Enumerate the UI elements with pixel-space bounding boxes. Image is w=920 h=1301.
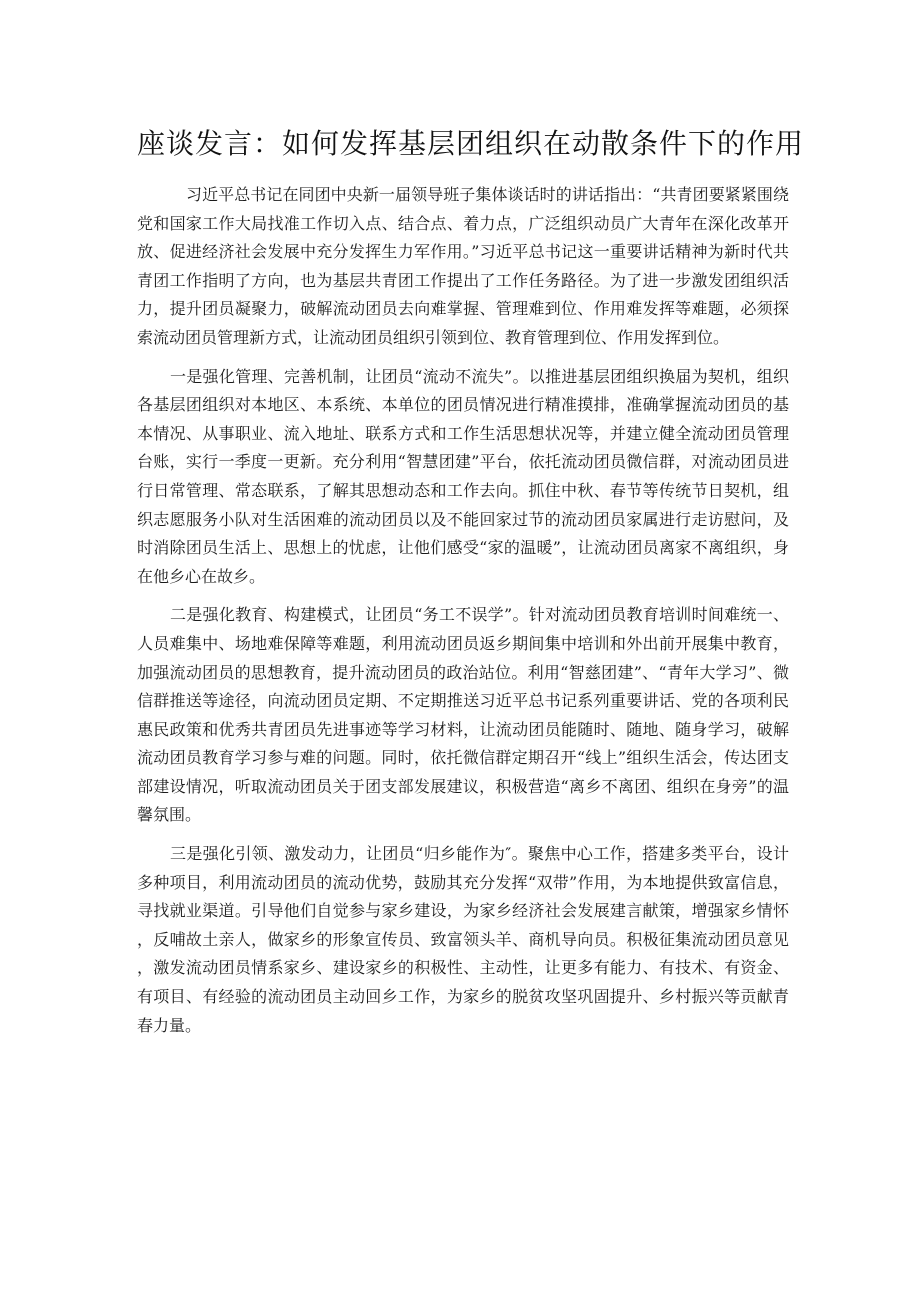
paragraph-point-three: 三是强化引领、激发动力，让团员“归乡能作为″。聚焦中心工作，搭建多类平台，设计多种项目，利用流动团员的流动优势，鼓励其充分发挥“双带”作用，为本地提供致富信息，寻找就业渠道。引导他们自觉参与家乡建设，为家乡经济社会发展建言献策，增强家乡情怀，反哺故土亲人，做家乡的形象宣传员、致富领头羊、商机导向员。积极征集流动团员意见，激发流动团员情系家乡、建设家乡的积极性、主动性，让更多有能力、有技术、有资金、有项目、有经验的流动团员主动回乡工作，为家乡的脱贫攻坚巩固提升、乡村振兴等贡献青春力量。 bbox=[137, 844, 789, 1035]
document-title: 座谈发言：如何发挥基层团组织在动散条件下的作用 bbox=[137, 127, 805, 160]
paragraph-point-two: 二是强化教育、构建模式，让团员“务工不误学”。针对流动团员教育培训时间难统一、人员难集中、场地难保障等难题，利用流动团员返乡期间集中培训和外出前开展集中教育，加强流动团员的思想教育，提升流动团员的政治站位。利用“智慈团建”、“青年大学习”、微信群推送等途径，向流动团员定期、不定期推送习近平总书记系列重要讲话、党的各项利民惠民政策和优秀共青团员先进事迹等学习材料，让流动团员能随时、随地、随身学习，破解流动团员教育学习参与难的问题。同时，依托微信群定期召开“线上”组织生活会，传达团支部建设情况，听取流动团员关于团支部发展建议，积极营造“离乡不离团、组织在身旁”的温馨氛围。 bbox=[137, 605, 789, 825]
paragraph-point-one: 一是强化管理、完善机制，让团员“流动不流失”。以推进基层团组织换届为契机，组织各基层团组织对本地区、本系统、本单位的团员情况进行精准摸排，准确掌握流动团员的基本情况、从事职业、流入地址、联系方式和工作生活思想状况等，并建立健全流动团员管理台账，实行一季度一更新。充分利用“智慧团建”平台，依托流动团员微信群，对流动团员进行日常管理、常态联系，了解其思想动态和工作去向。抓住中秋、春节等传统节日契机，组织志愿服务小队对生活困难的流动团员以及不能回家过节的流动团员家属进行走访慰问，及时消除团员生活上、思想上的忧虑，让他们感受“家的温暖”，让流动团员离家不离组织，身在他乡心在故乡。 bbox=[137, 366, 789, 586]
document-body bbox=[137, 181, 789, 1050]
paragraph-intro: 习近平总书记在同团中央新一届领导班子集体谈话时的讲话指出：“共青团要紧紧围绕党和国家工作大局找准工作切入点、结合点、着力点，广泛组织动员广大青年在深化改革开放、促进经济社会发展中充分发挥生力军作用。”习近平总书记这一重要讲话精神为新时代共青团工作指明了方向，也为基层共青团工作提出了工作任务路径。为了进一步激发团组织活力，提升团员凝聚力，破解流动团员去向难掌握、管理难到位、作用难发挥等难题，必须探索流动团员管理新方式，让流动团员组织引领到位、教育管理到位、作用发挥到位。 bbox=[137, 185, 789, 347]
